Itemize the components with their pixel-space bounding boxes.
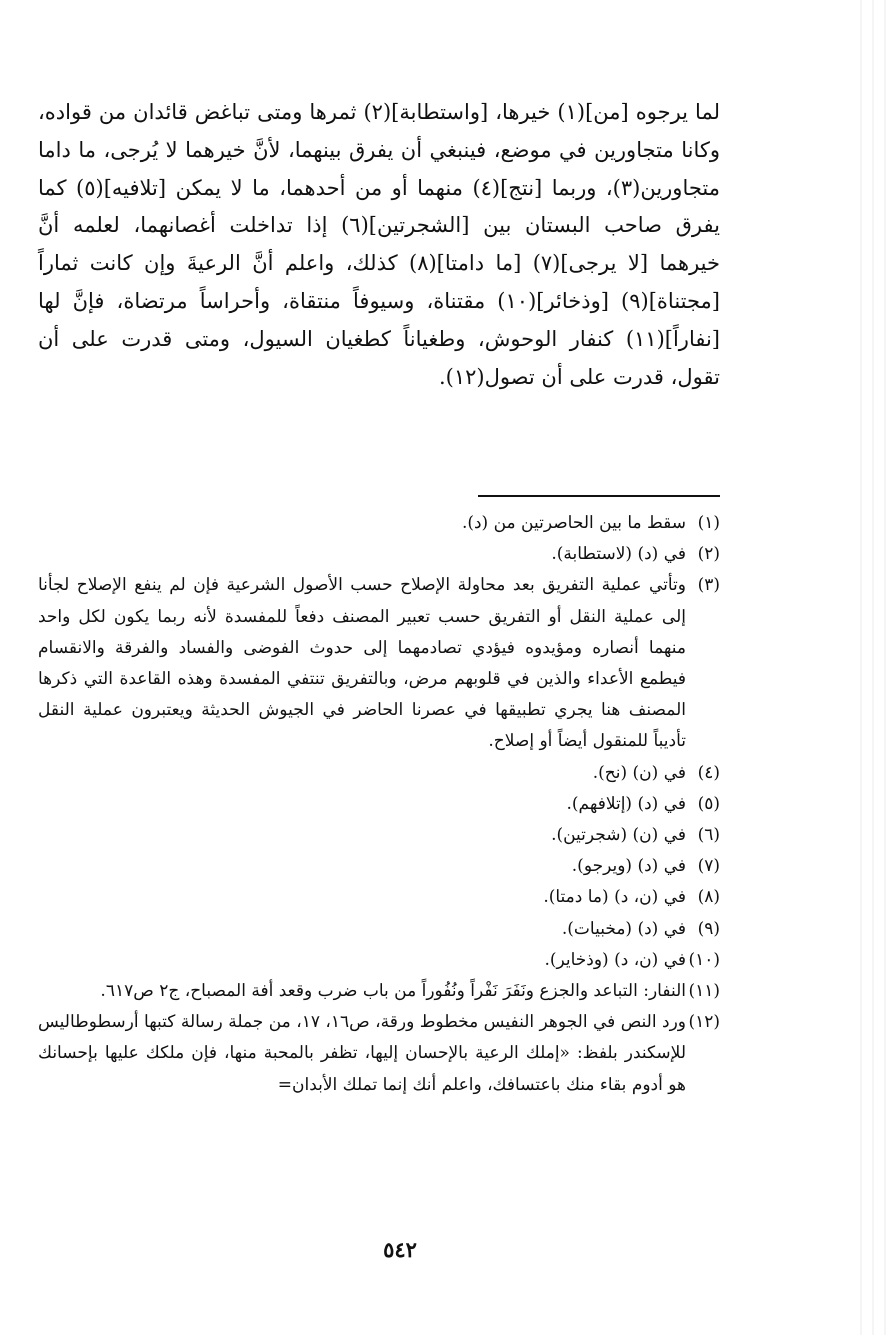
footnote-text: في (ن) (شجرتين). [551,825,686,846]
footnote-3 [38,570,720,757]
footnote-8 [38,882,720,913]
footnote-number: (٩) [697,918,720,939]
footnote-text: في (ن، د) (ما دمتا). [543,887,686,908]
footnote-text: ورد النص في الجوهر النفيس مخطوط ورقة، ص١٦، ١٧، من جملة رسالة كتبها أرسطوطاليس للإسكندر بلفظ: «إملك الرعية بالإحسان إليها، تظفر بالمحبة منها، فإن ملكك عليها بإحسانك هو أدوم بقاء منك باعتسافك، واعلم أنك إنما تملك الأبدان= [38,1012,686,1095]
footnote-text: في (د) (ويرجو). [571,856,686,877]
footnote-text: في (د) (إتلافهم). [566,793,686,814]
footnote-number: (٣) [697,575,720,596]
footnote-number: (١١) [688,981,720,1002]
footnote-10 [38,945,720,976]
footnote-text: وتأتي عملية التفريق بعد محاولة الإصلاح حسب الأصول الشرعية فإن لم ينفع الإصلاح لجأنا إلى عملية النقل أو التفريق حسب تعبير المصنف دفعاً للمفسدة لأنه ربما يكون لكل واحد منهما أنصاره ومؤيدوه فيؤدي تصادمهما إلى حدوث الفوضى والفساد والفرقة والانقسام فيطمع الأعداء والذين في قلوبهم مرض، وبالتفريق تنتفي المفسدة وهذه القاعدة التي ذكرها المصنف هنا يجري تطبيقها في عصرنا الحاضر في الجيوش الحديثة ويعتبرون عملية النقل تأديباً للمنقول أيضاً أو إصلاح. [38,575,686,752]
footnote-divider [478,495,720,497]
footnote-number: (١) [697,513,720,533]
footnote-number: (٧) [697,856,720,877]
footnote-text: النفار: التباعد والجزع ونَفَرَ نَفْراً ونُفُوراً من باب ضرب وقعد أفة المصباح، ج٢ ص٦١٧. [100,981,686,1002]
footnote-number: (٥) [697,793,720,814]
footnote-text: في (ن) (نح). [592,762,686,783]
main-paragraph: لما يرجوه [من](١) خيرها، [واستطابة](٢) ثمرها ومتى تباغض قائدان من قواده، وكانا متجاورين في موضع، فينبغي أن يفرق بينهما، لأنَّ خيرهما لا يُرجى، ما داما متجاورين(٣)، وربما [نتج](٤) منهما أو من أحدهما، ما لا يمكن [تلافيه](٥) كما يفرق صاحب البستان بين [الشجرتين](٦) إذا تداخلت أغصانهما، لعلمه أنَّ خيرهما [لا يرجى](٧) [ما دامتا](٨) كذلك، واعلم أنَّ الرعيةَ وإن كانت ثماراً [مجتناة](٩) [وذخائر](١٠) مقتناة، وسيوفاً منتقاة، وأحراساً مرتضاة، فإنَّ لها [نفاراً](١١) كنفار الوحوش، وطغياناً كطغيان السيول، ومتى قدرت على أن تقول، قدرت على أن تصول(١٢). [38,100,720,389]
footnote-number: (٦) [697,825,720,846]
footnote-number: (٨) [697,887,720,908]
footnote-5 [38,789,720,820]
footnote-number: (١٢) [688,1012,720,1033]
footnote-text: في (ن، د) (وذخاير). [544,949,686,970]
footnote-number: (٤) [697,762,720,783]
footnote-4 [38,758,720,789]
footnote-11 [38,976,720,1007]
footnotes-list [38,508,720,1101]
footnote-6 [38,820,720,851]
footnote-text: في (د) (مخبيات). [561,918,686,939]
footnote-1 [38,508,720,539]
footnote-text: سقط ما بين الحاصرتين من (د). [461,513,686,533]
main-text-block [38,94,720,396]
page-number: ٥٤٢ [383,1237,417,1262]
footnote-9 [38,914,720,945]
footnote-7 [38,851,720,882]
page-edge-shadow [855,0,895,1335]
footnote-2 [38,539,720,570]
footnote-12 [38,1007,720,1101]
footnote-text: في (د) (لاستطابة). [551,544,686,565]
footnote-number: (٢) [697,544,720,565]
footnote-number: (١٠) [688,949,720,970]
